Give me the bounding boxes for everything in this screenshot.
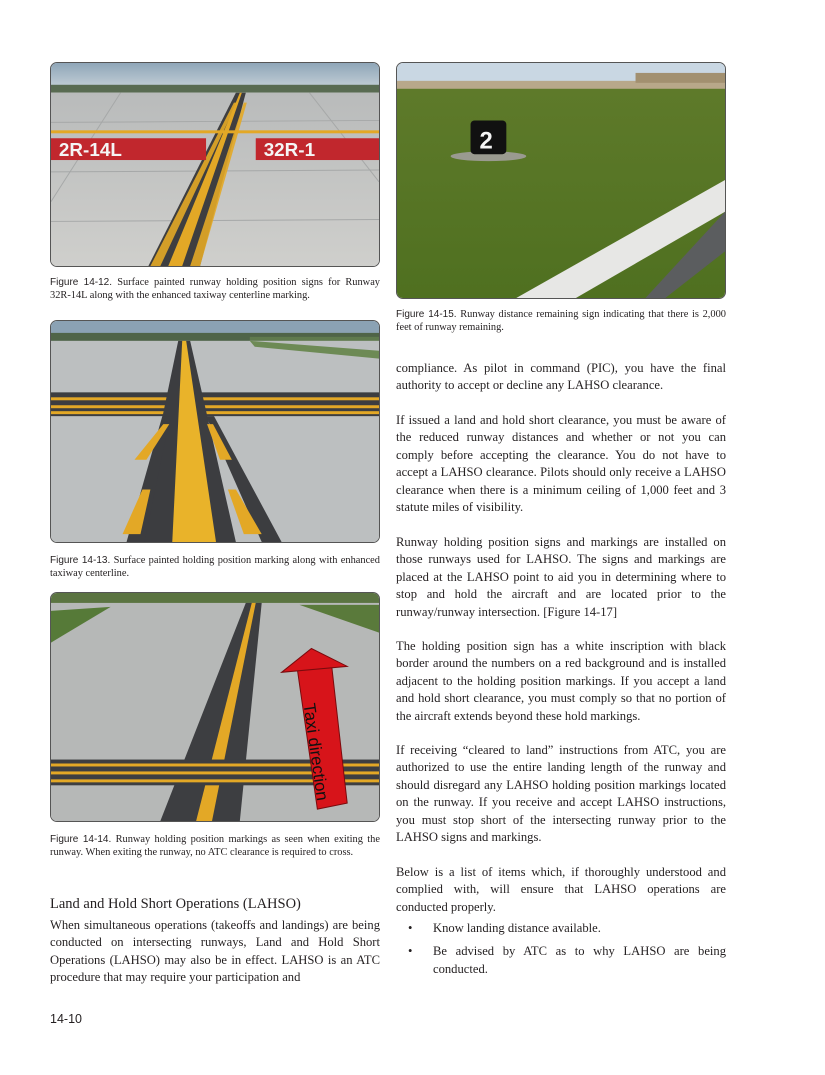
- figure-14-12-caption: [50, 276, 380, 302]
- distance-sign-number: 2: [479, 127, 493, 155]
- caption-text: Runway distance remaining sign indicating that there is 2,000 feet of runway remaining.: [396, 309, 726, 333]
- caption-text: Surface painted holding position marking along with enhanced taxiway centerline.: [50, 555, 380, 579]
- figure-14-12-photo: [50, 62, 380, 267]
- figure-14-13-photo: [50, 320, 380, 543]
- lahso-checklist: [396, 920, 726, 984]
- figure-label: Figure 14-15.: [396, 309, 457, 320]
- figure-14-15-caption: [396, 308, 726, 334]
- figure-14-13-caption: [50, 554, 380, 580]
- paragraph-4: The holding position sign has a white inscription with black border around the numbers on a red background and is installed adjacent to the holding position markings. If you accept a land and hold short clearance, you must comply so that no portion of the aircraft extends beyond these hold markings.: [396, 639, 726, 723]
- list-item-text: Be advised by ATC as to why LAHSO are being conducted.: [433, 944, 726, 976]
- page-number: 14-10: [50, 1012, 82, 1026]
- runway-sign-text-left: 2R-14L: [58, 139, 122, 161]
- figure-label: Figure 14-13.: [50, 555, 111, 566]
- list-item-text: Know landing distance available.: [433, 921, 601, 935]
- paragraph-6: Below is a list of items which, if thoroughly understood and complied with, will ensure that LAHSO operations are conducted properly.: [396, 865, 726, 914]
- list-item: [396, 943, 726, 978]
- bullet-symbol: •: [408, 921, 413, 935]
- section-heading: Land and Hold Short Operations (LAHSO): [50, 896, 301, 912]
- runway-sign-text-right: 32R-1: [263, 139, 316, 161]
- figure-14-14-caption: [50, 833, 380, 859]
- figure-label: Figure 14-14.: [50, 834, 112, 845]
- figure-label: Figure 14-12.: [50, 277, 113, 288]
- paragraph-2: If issued a land and hold short clearance, you must be aware of the reduced runway distances and whether or not you can comply before accepting the clearance. You do not have to accept a LAHSO clearance. Pilots should only receive a LAHSO clearance when there is a minimum ceiling of 1,000 feet and 3 statute miles of visibility.: [396, 413, 726, 515]
- figure-14-14-photo: [50, 592, 380, 822]
- bullet-symbol: •: [408, 944, 413, 959]
- taxi-direction-label: Taxi direction: [299, 701, 333, 802]
- figure-14-15-photo: [396, 62, 726, 299]
- paragraph-1: compliance. As pilot in command (PIC), you have the final authority to accept or decline any LAHSO clearance.: [396, 361, 726, 393]
- paragraph-5: If receiving “cleared to land” instructions from ATC, you are authorized to use the entire landing length of the runway and should disregard any LAHSO holding position markings located on the runway. If you receive and accept LAHSO instructions, you must stop short of the intersecting runway prior to the LAHSO signs and markings.: [396, 743, 726, 845]
- list-item: [396, 920, 726, 937]
- caption-text: Surface painted runway holding position signs for Runway 32R-14L along with the enhanced taxiway centerline marking.: [50, 277, 380, 301]
- paragraph-3: Runway holding position signs and markings are installed on those runways used for LAHSO. The signs and markings are placed at the LAHSO point to aid you in determining where to stop and hold the aircraft and are located prior to the runway/runway intersection. [Figure 14-17]: [396, 535, 726, 619]
- lahso-intro-paragraph: When simultaneous operations (takeoffs and landings) are being conducted on intersecting runways, Land and Hold Short Operations (LAHSO) may also be in effect. LAHSO is an ATC procedure that may require your participation and: [50, 918, 380, 985]
- caption-text: Runway holding position markings as seen when exiting the runway. When exiting the runway, no ATC clearance is required to cross.: [50, 834, 380, 858]
